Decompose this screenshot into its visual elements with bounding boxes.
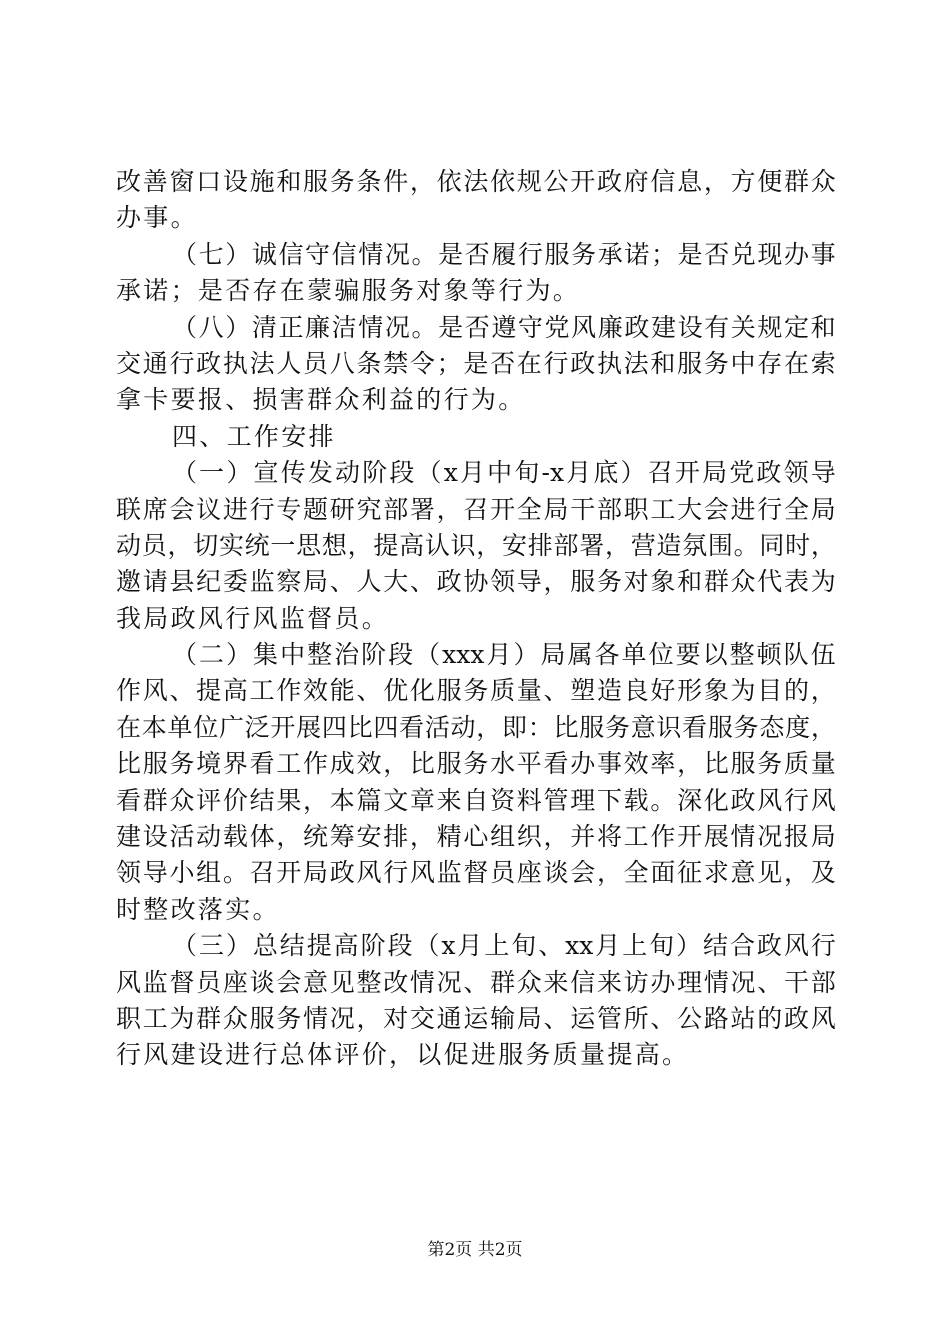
text-line: 领 导 小 组 。 召 开 局 政 风 行 风 监 督 员 座 谈 会 ， 全 面 征 求 意 见 ， 及	[116, 858, 836, 888]
text-line: 看 群 众 评 价 结 果 ， 本 篇 文 章 来 自 资 料 管 理 下 载 。 深 化 政 风 行 风	[116, 785, 836, 815]
text-line: 联 席 会 议 进 行 专 题 研 究 部 署 ， 召 开 全 局 干 部 职 工 大 会 进 行 全 局	[116, 494, 836, 524]
text-line: 改 善 窗 口 设 施 和 服 务 条 件 ， 依 法 依 规 公 开 政 府 信 息 ， 方 便 群 众	[116, 167, 836, 196]
text-line: 比 服 务 境 界 看 工 作 成 效 ， 比 服 务 水 平 看 办 事 效 率 ， 比 服 务 质 量	[116, 749, 836, 779]
document-body	[116, 164, 836, 1074]
text-line: 作 风 、 提 高 工 作 效 能 、 优 化 服 务 质 量 、 塑 造 良 好 形 象 为 目 的 ，	[116, 676, 836, 706]
text-line: （ 二 ） 集 中 整 治 阶 段 （ xxx 月 ） 局 属 各 单 位 要 以 整 顿 队 伍	[172, 640, 836, 670]
text-line: 邀 请 县 纪 委 监 察 局 、 人 大 、 政 协 领 导 ， 服 务 对 象 和 群 众 代 表 为	[116, 567, 836, 597]
text-line: （ 八 ） 清 正 廉 洁 情 况 。 是 否 遵 守 党 风 廉 政 建 设 有 关 规 定 和	[172, 312, 836, 342]
paragraph	[116, 455, 836, 637]
page-footer: 第2页 共2页	[427, 1240, 523, 1260]
text-line: 承诺；是否存在蒙骗服务对象等行为。	[116, 276, 581, 306]
text-line: 在 本 单 位 广 泛 开 展 四 比 四 看 活 动 ， 即 ： 比 服 务 意 识 看 服 务 态 度 ，	[116, 712, 836, 742]
text-line: （ 三 ） 总 结 提 高 阶 段 （ x 月 上 旬 、 xx 月 上 旬 ） 结 合 政 风 行	[172, 931, 836, 961]
text-line: （ 一 ） 宣 传 发 动 阶 段 （ x 月 中 旬 -x 月 底 ） 召 开 局 党 政 领 导	[172, 458, 836, 488]
text-line: （ 七 ） 诚 信 守 信 情 况 。 是 否 履 行 服 务 承 诺 ； 是 否 兑 现 办 事	[172, 239, 836, 269]
text-line: 动 员 ， 切 实 统 一 思 想 ， 提 高 认 识 ， 安 排 部 署 ， 营 造 氛 围 。 同 时 ，	[116, 530, 836, 560]
text-line: 我局政风行风监督员。	[116, 603, 390, 633]
text-line: 交 通 行 政 执 法 人 员 八 条 禁 令 ； 是 否 在 行 政 执 法 和 服 务 中 存 在 索	[116, 348, 836, 378]
paragraph	[116, 310, 836, 419]
text-line: 四、工作安排	[172, 421, 336, 451]
paragraph	[116, 237, 836, 310]
paragraph	[116, 164, 836, 237]
paragraph	[116, 419, 836, 455]
text-line: 职 工 为 群 众 服 务 情 况 ， 对 交 通 运 输 局 、 运 管 所 、 公 路 站 的 政 风	[116, 1003, 836, 1033]
text-line: 时整改落实。	[116, 894, 280, 924]
text-line: 办事。	[116, 203, 198, 233]
text-line: 拿卡要报、损害群众利益的行为。	[116, 385, 526, 415]
paragraph	[116, 637, 836, 928]
text-line: 风 监 督 员 座 谈 会 意 见 整 改 情 况 、 群 众 来 信 来 访 办 理 情 况 、 干 部	[116, 967, 836, 997]
text-line: 建 设 活 动 载 体 ， 统 筹 安 排 ， 精 心 组 织 ， 并 将 工 作 开 展 情 况 报 局	[116, 822, 836, 852]
paragraph	[116, 928, 836, 1074]
text-line: 行风建设进行总体评价，以促进服务质量提高。	[116, 1040, 690, 1070]
